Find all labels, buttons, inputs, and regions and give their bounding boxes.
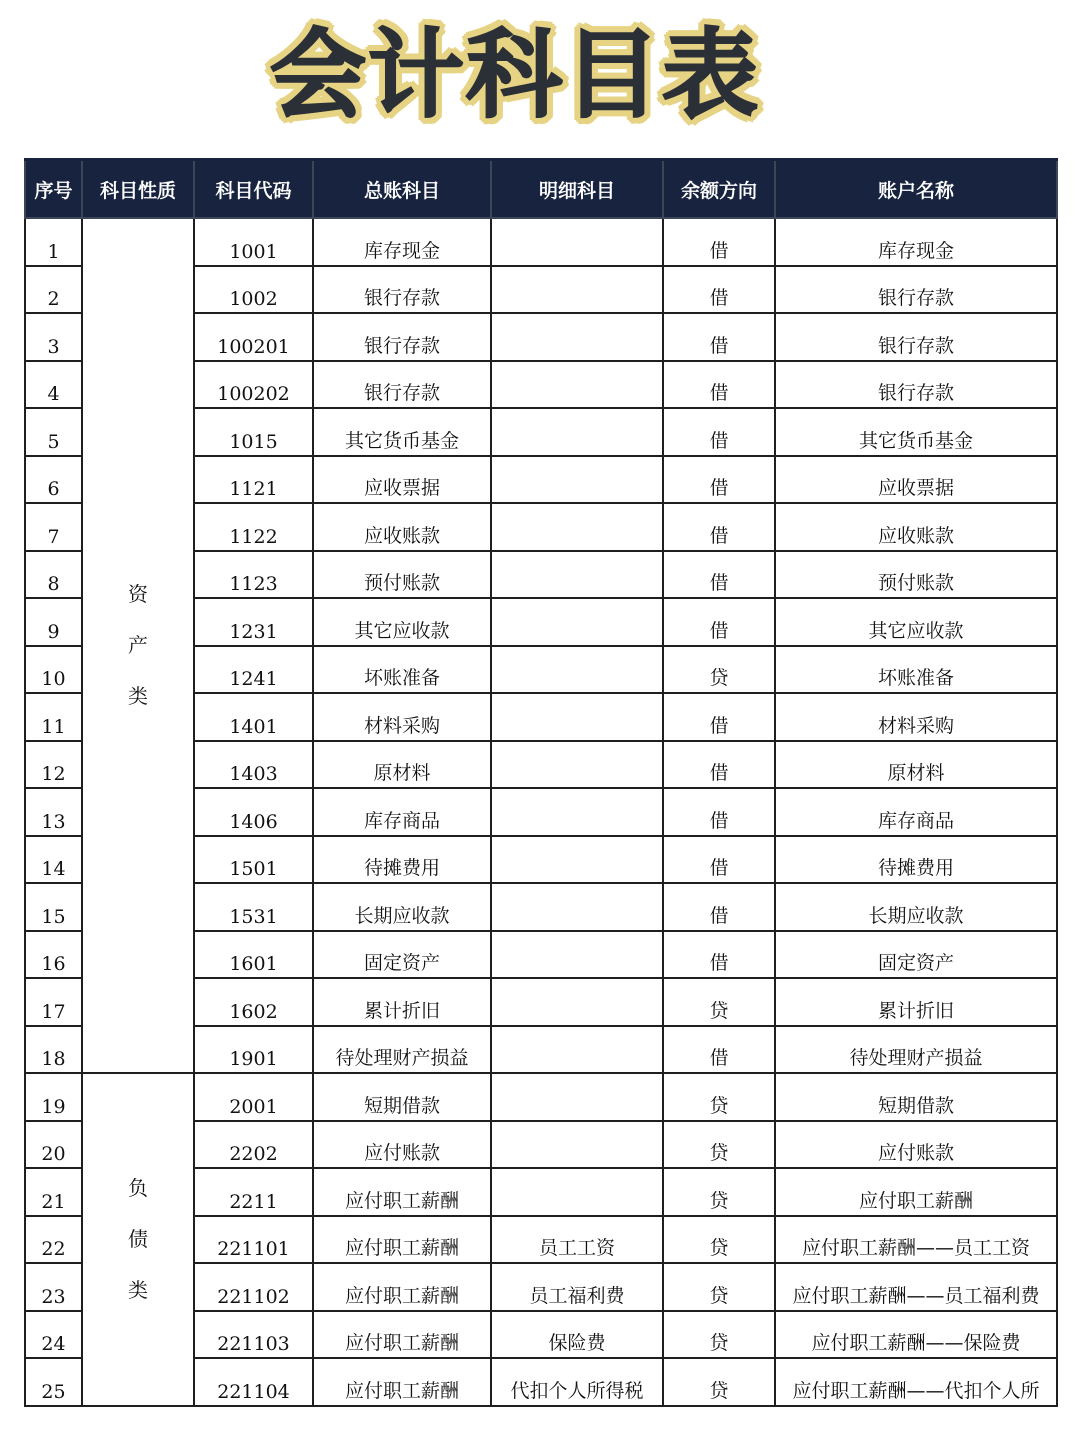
cell-seq: 19 bbox=[25, 1073, 82, 1121]
cell-direction: 借 bbox=[663, 598, 775, 646]
cell-general-ledger: 其它货币基金 bbox=[313, 408, 491, 456]
page-title: 会计科目表 bbox=[270, 19, 760, 131]
cell-general-ledger: 应付职工薪酬 bbox=[313, 1358, 491, 1406]
cell-code: 1231 bbox=[194, 598, 313, 646]
cell-general-ledger: 原材料 bbox=[313, 741, 491, 789]
cell-seq: 4 bbox=[25, 361, 82, 409]
header-direction: 余额方向 bbox=[663, 160, 775, 219]
cell-detail bbox=[491, 836, 663, 884]
cell-account-name: 应付职工薪酬——员工工资 bbox=[775, 1216, 1057, 1264]
cell-detail: 保险费 bbox=[491, 1311, 663, 1359]
cell-code: 1123 bbox=[194, 551, 313, 599]
cell-code: 1015 bbox=[194, 408, 313, 456]
cell-direction: 借 bbox=[663, 788, 775, 836]
cell-code: 1401 bbox=[194, 693, 313, 741]
cell-general-ledger: 预付账款 bbox=[313, 551, 491, 599]
cell-code: 221102 bbox=[194, 1263, 313, 1311]
cell-seq: 6 bbox=[25, 456, 82, 504]
cell-direction: 贷 bbox=[663, 646, 775, 694]
cell-detail bbox=[491, 598, 663, 646]
cell-account-name: 应付职工薪酬 bbox=[775, 1168, 1057, 1216]
cell-seq: 9 bbox=[25, 598, 82, 646]
cell-account-name: 银行存款 bbox=[775, 266, 1057, 314]
cell-code: 1001 bbox=[194, 218, 313, 266]
cell-seq: 14 bbox=[25, 836, 82, 884]
nature-cell-asset bbox=[82, 218, 194, 1073]
cell-direction: 贷 bbox=[663, 978, 775, 1026]
cell-account-name: 待摊费用 bbox=[775, 836, 1057, 884]
cell-seq: 8 bbox=[25, 551, 82, 599]
cell-general-ledger: 长期应收款 bbox=[313, 883, 491, 931]
cell-direction: 借 bbox=[663, 218, 775, 266]
cell-general-ledger: 库存商品 bbox=[313, 788, 491, 836]
cell-detail bbox=[491, 503, 663, 551]
cell-detail bbox=[491, 408, 663, 456]
cell-general-ledger: 应付职工薪酬 bbox=[313, 1263, 491, 1311]
cell-detail: 员工福利费 bbox=[491, 1263, 663, 1311]
cell-general-ledger: 其它应收款 bbox=[313, 598, 491, 646]
cell-direction: 贷 bbox=[663, 1263, 775, 1311]
cell-general-ledger: 应付职工薪酬 bbox=[313, 1311, 491, 1359]
cell-detail bbox=[491, 218, 663, 266]
table-row bbox=[25, 1073, 1057, 1121]
header-seq: 序号 bbox=[25, 160, 82, 219]
cell-seq: 22 bbox=[25, 1216, 82, 1264]
cell-detail bbox=[491, 646, 663, 694]
cell-direction: 借 bbox=[663, 551, 775, 599]
cell-direction: 借 bbox=[663, 693, 775, 741]
nature-char: 债 bbox=[128, 1226, 148, 1251]
cell-detail bbox=[491, 313, 663, 361]
cell-general-ledger: 材料采购 bbox=[313, 693, 491, 741]
cell-code: 221103 bbox=[194, 1311, 313, 1359]
cell-account-name: 坏账准备 bbox=[775, 646, 1057, 694]
cell-general-ledger: 应收票据 bbox=[313, 456, 491, 504]
cell-general-ledger: 银行存款 bbox=[313, 266, 491, 314]
cell-detail bbox=[491, 1073, 663, 1121]
cell-general-ledger: 库存现金 bbox=[313, 218, 491, 266]
cell-seq: 5 bbox=[25, 408, 82, 456]
cell-account-name: 应付职工薪酬——保险费 bbox=[775, 1311, 1057, 1359]
nature-char: 产 bbox=[128, 633, 148, 657]
cell-code: 2211 bbox=[194, 1168, 313, 1216]
header-code: 科目代码 bbox=[194, 160, 313, 219]
cell-code: 1122 bbox=[194, 503, 313, 551]
cell-general-ledger: 累计折旧 bbox=[313, 978, 491, 1026]
cell-account-name: 应付账款 bbox=[775, 1121, 1057, 1169]
cell-seq: 21 bbox=[25, 1168, 82, 1216]
table-body bbox=[25, 218, 1057, 1406]
header-account-name: 账户名称 bbox=[775, 160, 1057, 219]
cell-seq: 20 bbox=[25, 1121, 82, 1169]
cell-seq: 11 bbox=[25, 693, 82, 741]
cell-code: 100201 bbox=[194, 313, 313, 361]
cell-code: 2202 bbox=[194, 1121, 313, 1169]
cell-direction: 借 bbox=[663, 266, 775, 314]
cell-detail: 员工工资 bbox=[491, 1216, 663, 1264]
cell-general-ledger: 应付职工薪酬 bbox=[313, 1168, 491, 1216]
cell-seq: 1 bbox=[25, 218, 82, 266]
cell-detail bbox=[491, 456, 663, 504]
cell-direction: 借 bbox=[663, 456, 775, 504]
cell-direction: 贷 bbox=[663, 1121, 775, 1169]
cell-account-name: 长期应收款 bbox=[775, 883, 1057, 931]
cell-general-ledger: 短期借款 bbox=[313, 1073, 491, 1121]
cell-detail bbox=[491, 551, 663, 599]
cell-code: 100202 bbox=[194, 361, 313, 409]
cell-direction: 贷 bbox=[663, 1168, 775, 1216]
cell-direction: 贷 bbox=[663, 1073, 775, 1121]
cell-account-name: 银行存款 bbox=[775, 361, 1057, 409]
cell-detail bbox=[491, 1026, 663, 1074]
cell-seq: 16 bbox=[25, 931, 82, 979]
cell-code: 1531 bbox=[194, 883, 313, 931]
cell-account-name: 原材料 bbox=[775, 741, 1057, 789]
cell-account-name: 其它货币基金 bbox=[775, 408, 1057, 456]
cell-detail bbox=[491, 883, 663, 931]
cell-account-name: 应付职工薪酬——代扣个人所 bbox=[775, 1358, 1057, 1406]
cell-code: 1602 bbox=[194, 978, 313, 1026]
cell-seq: 2 bbox=[25, 266, 82, 314]
cell-code: 221101 bbox=[194, 1216, 313, 1264]
cell-general-ledger: 银行存款 bbox=[313, 313, 491, 361]
cell-detail bbox=[491, 788, 663, 836]
cell-direction: 借 bbox=[663, 361, 775, 409]
cell-account-name: 银行存款 bbox=[775, 313, 1057, 361]
cell-account-name: 应付职工薪酬——员工福利费 bbox=[775, 1263, 1057, 1311]
table-row bbox=[25, 218, 1057, 266]
cell-direction: 贷 bbox=[663, 1216, 775, 1264]
cell-detail bbox=[491, 931, 663, 979]
cell-detail bbox=[491, 741, 663, 789]
cell-account-name: 其它应收款 bbox=[775, 598, 1057, 646]
cell-seq: 17 bbox=[25, 978, 82, 1026]
cell-general-ledger: 坏账准备 bbox=[313, 646, 491, 694]
cell-detail bbox=[491, 1121, 663, 1169]
cell-code: 1121 bbox=[194, 456, 313, 504]
cell-seq: 10 bbox=[25, 646, 82, 694]
cell-direction: 借 bbox=[663, 408, 775, 456]
cell-seq: 24 bbox=[25, 1311, 82, 1359]
cell-direction: 借 bbox=[663, 1026, 775, 1074]
cell-code: 1601 bbox=[194, 931, 313, 979]
cell-seq: 25 bbox=[25, 1358, 82, 1406]
cell-code: 1002 bbox=[194, 266, 313, 314]
cell-seq: 12 bbox=[25, 741, 82, 789]
cell-general-ledger: 银行存款 bbox=[313, 361, 491, 409]
cell-general-ledger: 应收账款 bbox=[313, 503, 491, 551]
cell-detail bbox=[491, 978, 663, 1026]
header-general-ledger: 总账科目 bbox=[313, 160, 491, 219]
cell-account-name: 待处理财产损益 bbox=[775, 1026, 1057, 1074]
cell-account-name: 应收账款 bbox=[775, 503, 1057, 551]
cell-detail bbox=[491, 693, 663, 741]
cell-code: 1241 bbox=[194, 646, 313, 694]
cell-direction: 借 bbox=[663, 931, 775, 979]
cell-general-ledger: 待摊费用 bbox=[313, 836, 491, 884]
cell-code: 221104 bbox=[194, 1358, 313, 1406]
cell-seq: 7 bbox=[25, 503, 82, 551]
cell-seq: 13 bbox=[25, 788, 82, 836]
cell-code: 1406 bbox=[194, 788, 313, 836]
cell-account-name: 库存现金 bbox=[775, 218, 1057, 266]
nature-char: 资 bbox=[128, 582, 148, 606]
cell-detail bbox=[491, 1168, 663, 1216]
header-detail: 明细科目 bbox=[491, 160, 663, 219]
cell-account-name: 预付账款 bbox=[775, 551, 1057, 599]
cell-code: 1501 bbox=[194, 836, 313, 884]
cell-account-name: 累计折旧 bbox=[775, 978, 1057, 1026]
nature-cell-liability bbox=[82, 1073, 194, 1406]
nature-char: 类 bbox=[128, 684, 148, 708]
cell-code: 2001 bbox=[194, 1073, 313, 1121]
cell-general-ledger: 应付账款 bbox=[313, 1121, 491, 1169]
cell-direction: 借 bbox=[663, 313, 775, 361]
cell-direction: 借 bbox=[663, 836, 775, 884]
cell-general-ledger: 固定资产 bbox=[313, 931, 491, 979]
cell-seq: 23 bbox=[25, 1263, 82, 1311]
nature-char: 负 bbox=[128, 1175, 148, 1200]
cell-direction: 借 bbox=[663, 883, 775, 931]
cell-account-name: 材料采购 bbox=[775, 693, 1057, 741]
table-header-row bbox=[25, 160, 1057, 219]
cell-seq: 15 bbox=[25, 883, 82, 931]
cell-seq: 3 bbox=[25, 313, 82, 361]
cell-code: 1901 bbox=[194, 1026, 313, 1074]
cell-detail: 代扣个人所得税 bbox=[491, 1358, 663, 1406]
cell-general-ledger: 应付职工薪酬 bbox=[313, 1216, 491, 1264]
nature-char: 类 bbox=[128, 1277, 148, 1302]
cell-seq: 18 bbox=[25, 1026, 82, 1074]
cell-code: 1403 bbox=[194, 741, 313, 789]
cell-direction: 贷 bbox=[663, 1311, 775, 1359]
chart-of-accounts-table bbox=[24, 158, 1058, 1407]
cell-account-name: 库存商品 bbox=[775, 788, 1057, 836]
cell-detail bbox=[491, 361, 663, 409]
cell-account-name: 短期借款 bbox=[775, 1073, 1057, 1121]
cell-detail bbox=[491, 266, 663, 314]
header-nature: 科目性质 bbox=[82, 160, 194, 219]
cell-account-name: 固定资产 bbox=[775, 931, 1057, 979]
cell-general-ledger: 待处理财产损益 bbox=[313, 1026, 491, 1074]
cell-direction: 借 bbox=[663, 741, 775, 789]
cell-direction: 借 bbox=[663, 503, 775, 551]
cell-direction: 贷 bbox=[663, 1358, 775, 1406]
cell-account-name: 应收票据 bbox=[775, 456, 1057, 504]
